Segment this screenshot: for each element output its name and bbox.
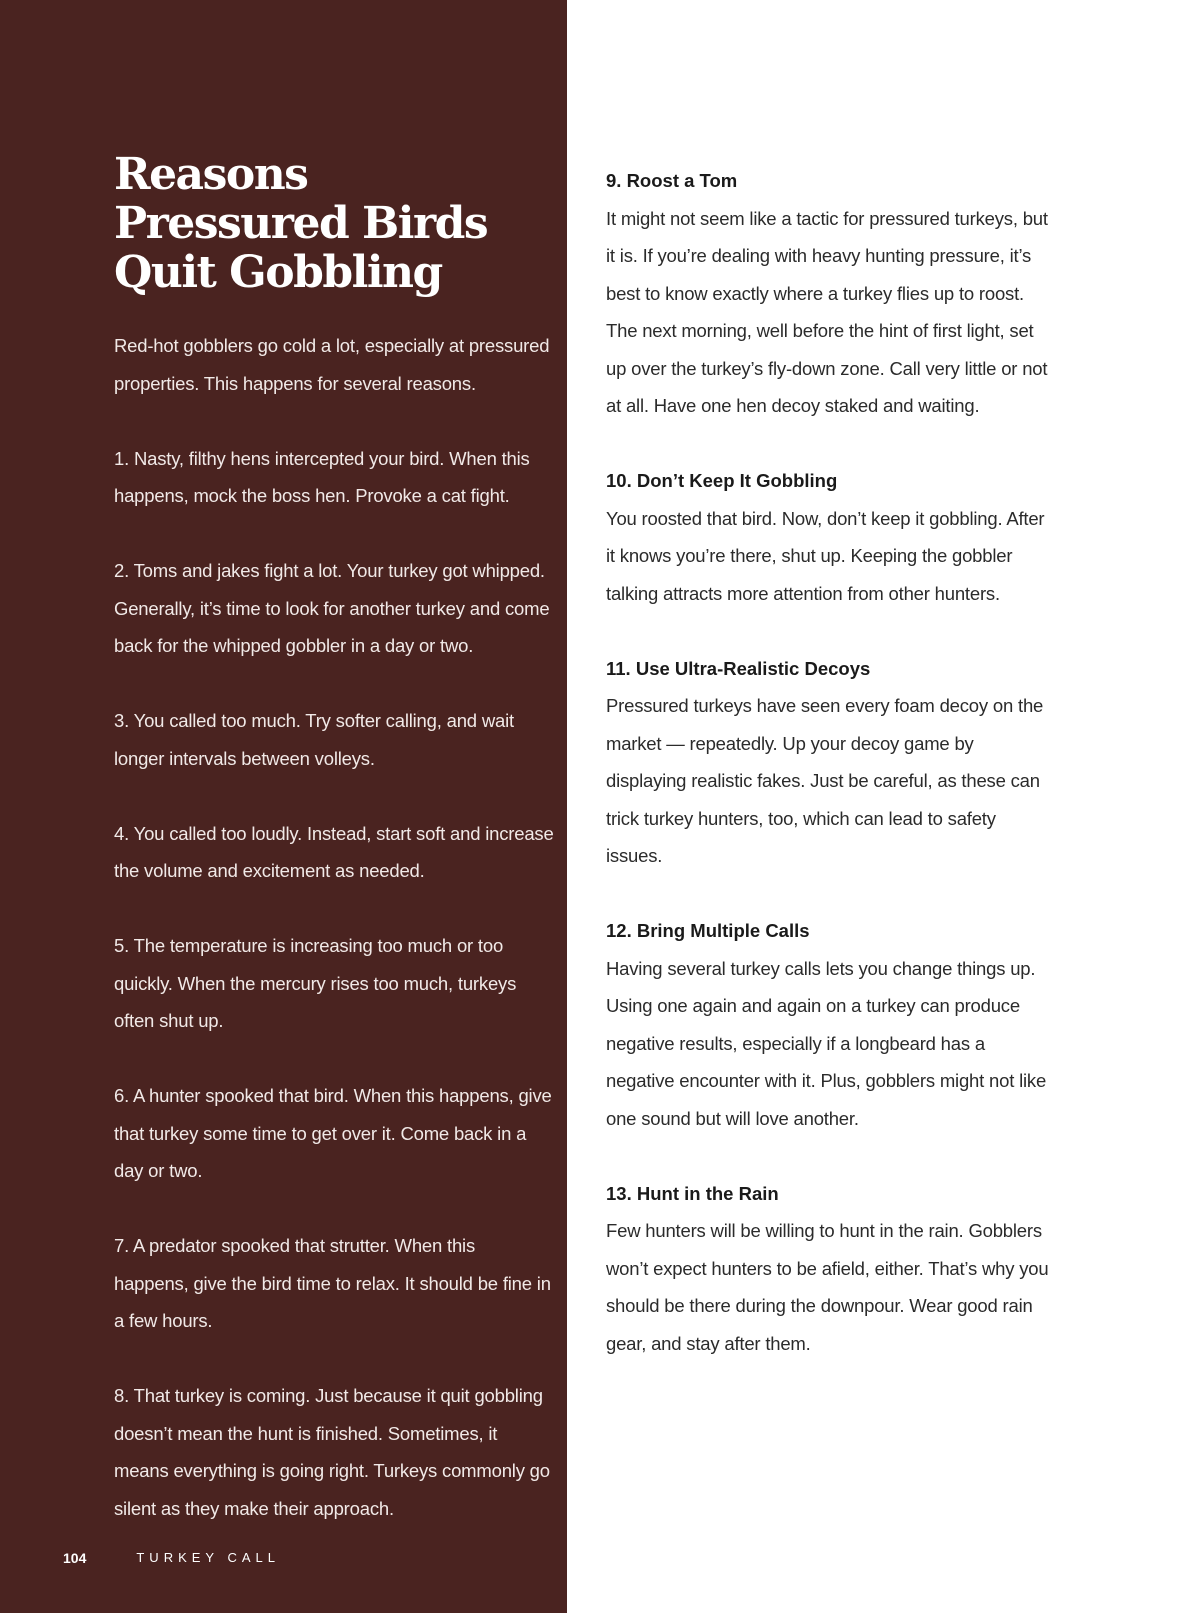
- section-dont-keep-it-gobbling: [606, 462, 1056, 612]
- page-number: 104: [63, 1550, 87, 1566]
- reason-4-paragraph: 4. You called too loudly. Instead, start soft and increase the volume and excitement as needed.: [114, 822, 554, 881]
- section-heading: 9. Roost a Tom: [606, 170, 738, 191]
- intro-paragraph: Red-hot gobblers go cold a lot, especially at pressured properties. This happens for several reasons.: [114, 335, 550, 394]
- section-heading: 10. Don’t Keep It Gobbling: [606, 470, 838, 491]
- reason-1-paragraph: 1. Nasty, filthy hens intercepted your bird. When this happens, mock the boss hen. Provoke a cat fight.: [114, 447, 530, 506]
- reason-5-paragraph: 5. The temperature is increasing too much or too quickly. When the mercury rises too much, turkeys often shut up.: [114, 935, 517, 1031]
- reason-2-paragraph: 2. Toms and jakes fight a lot. Your turkey got whipped. Generally, it’s time to look for another turkey and come back for the whipped gobbler in a day or two.: [114, 560, 550, 656]
- reason-6-paragraph: 6. A hunter spooked that bird. When this happens, give that turkey some time to get over it. Come back in a day or two.: [114, 1085, 552, 1181]
- reason-7-paragraph: 7. A predator spooked that strutter. When this happens, give the bird time to relax. It should be fine in a few hours.: [114, 1235, 551, 1331]
- section-body: Few hunters will be willing to hunt in the rain. Gobblers won’t expect hunters to be afield, either. That’s why you should be there during the downpour. Wear good rain gear, and stay after them.: [606, 1220, 1049, 1354]
- section-multiple-calls: [606, 912, 1056, 1137]
- section-roost-a-tom: [606, 162, 1056, 425]
- section-hunt-in-the-rain: [606, 1175, 1056, 1363]
- right-column: [606, 162, 1056, 1400]
- left-column-content: [114, 150, 554, 1565]
- section-body: Pressured turkeys have seen every foam decoy on the market — repeatedly. Up your decoy game by displaying realistic fakes. Just be careful, as these can trick turkey hunters, too, which can lead to safety issues.: [606, 695, 1044, 866]
- section-heading: 12. Bring Multiple Calls: [606, 920, 810, 941]
- page-footer: [63, 1548, 280, 1568]
- section-body: Having several turkey calls lets you change things up. Using one again and again on a turkey can produce negative results, especially if a longbeard has a negative encounter with it. Plus, gobblers might not like one sound but will love another.: [606, 957, 1047, 1129]
- headline: Reasons Pressured Birds Quit Gobbling: [114, 149, 488, 298]
- magazine-name: TURKEY CALL: [136, 1550, 280, 1565]
- reason-3-paragraph: 3. You called too much. Try softer calling, and wait longer intervals between volleys.: [114, 710, 514, 769]
- section-heading: 13. Hunt in the Rain: [606, 1182, 779, 1204]
- reason-8-paragraph: 8. That turkey is coming. Just because it quit gobbling doesn’t mean the hunt is finished. Sometimes, it means everything is going right. Turkeys commonly go silent as they make their approach.: [114, 1385, 550, 1519]
- section-body: It might not seem like a tactic for pressured turkeys, but it is. If you’re dealing with heavy hunting pressure, it’s best to know exactly where a turkey flies up to roost. The next morning, well before the hint of first light, set up over the turkey’s fly-down zone. Call very little or not at all. Have one hen decoy staked and waiting.: [606, 207, 1048, 416]
- section-heading: 11. Use Ultra-Realistic Decoys: [606, 657, 871, 679]
- section-ultra-realistic-decoys: [606, 650, 1056, 875]
- left-column: [0, 0, 567, 1613]
- section-body: You roosted that bird. Now, don’t keep it gobbling. After it knows you’re there, shut up. Keeping the gobbler talking attracts more attention from other hunters.: [606, 507, 1045, 604]
